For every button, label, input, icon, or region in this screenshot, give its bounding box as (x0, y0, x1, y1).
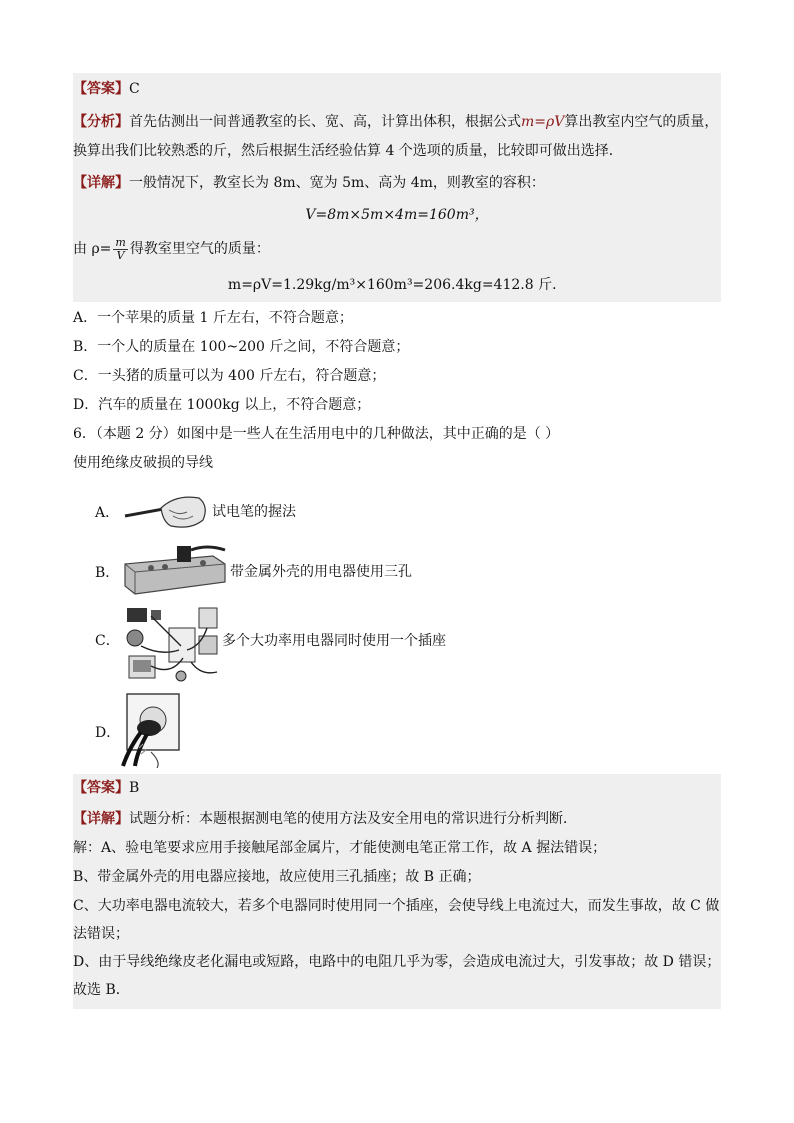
answer-value-2: B (129, 780, 140, 796)
choice-a-letter: A． (95, 505, 120, 521)
choice-b[interactable] (73, 542, 721, 604)
solution-block-2 (73, 774, 721, 1009)
choice-d[interactable] (73, 692, 721, 772)
detail-tag-2: 【详解】 (73, 811, 129, 827)
analysis-line-2: 换算出我们比较熟悉的斤，然后根据生活经验估算 4 个选项的质量，比较即可做出选择． (73, 143, 623, 159)
solution-line-5: 故选 B． (73, 982, 130, 998)
answer-tag: 【答案】 (73, 81, 129, 97)
mass-equation: m=ρV=1.29kg/m³×160m³=206.4kg=412.8 斤． (227, 277, 567, 293)
answer-tag-2: 【答案】 (73, 780, 129, 796)
solution-line-1: 解：A、验电笔要求应用手接触尾部金属片，才能使测电笔正常工作，故 A 握法错误； (73, 840, 607, 856)
solution-line-4: D、由于导线绝缘皮老化漏电或短路，电路中的电阻几乎为零，会造成电流过大，引发事故；故 D 错误； (73, 954, 721, 970)
power-strip-icon (121, 542, 229, 600)
choice-c-letter: C． (95, 633, 120, 649)
solution-line-2: B、带金属外壳的用电器应接地，故应使用三孔插座；故 B 正确； (73, 869, 481, 885)
volume-equation: V=8m×5m×4m=160m³， (305, 207, 489, 223)
analysis-formula: m=ρV (521, 114, 565, 130)
analysis-tag: 【分析】 (73, 114, 129, 130)
answer-line-2 (73, 774, 721, 803)
detail-text-2: 试题分析：本题根据测电笔的使用方法及安全用电的常识进行分析判断． (129, 811, 577, 827)
choice-a[interactable] (73, 484, 721, 542)
choice-c[interactable] (73, 604, 721, 692)
choice-c-caption: 多个大功率用电器同时使用一个插座 (222, 633, 446, 649)
detail-tag: 【详解】 (73, 175, 129, 191)
choice-b-caption: 带金属外壳的用电器使用三孔 (230, 564, 412, 580)
solution-line-3: C、大功率电器电流较大，若多个电器同时使用同一个插座，会使导线上电流过大，而发生事故，故 C 做法错误； (73, 898, 720, 942)
option-b-text: B．一个人的质量在 100~200 斤之间，不符合题意； (73, 339, 410, 355)
detail-line (73, 169, 721, 198)
rho-prefix: 由 ρ= (73, 241, 112, 257)
rho-suffix: 得教室里空气的质量： (129, 241, 270, 257)
question-6-subtitle: 使用绝缘皮破损的导线 (73, 455, 213, 471)
density-fraction (113, 237, 127, 262)
detail-line-2 (73, 805, 721, 834)
test-pen-hand-icon (121, 486, 211, 536)
option-a-text: A．一个苹果的质量 1 斤左右，不符合题意； (73, 310, 353, 326)
analysis-text-2: 算出教室内空气的质量， (564, 114, 719, 130)
solution-block-1 (73, 73, 721, 302)
answer-value: C (129, 81, 140, 97)
fraction-numerator: m (115, 235, 126, 249)
question-6-stem: 6．（本题 2 分）如图中是一些人在生活用电中的几种做法，其中正确的是（ ） (73, 426, 560, 442)
option-c-text: C．一头猪的质量可以为 400 斤左右，符合题意； (73, 368, 386, 384)
damaged-wire-socket-icon (121, 692, 183, 768)
choice-d-letter: D． (95, 725, 121, 741)
page-content (73, 73, 721, 1009)
option-d-text: D．汽车的质量在 1000kg 以上，不符合题意； (73, 397, 371, 413)
analysis-line-1 (73, 108, 721, 137)
choice-b-letter: B． (95, 565, 120, 581)
analysis-text-1: 首先估测出一间普通教室的长、宽、高，计算出体积，根据公式 (129, 114, 521, 130)
fraction-denominator: V (116, 248, 125, 262)
answer-line (73, 75, 721, 104)
choice-a-caption: 试电笔的握法 (212, 504, 296, 520)
detail-text: 一般情况下，教室长为 8m、宽为 5m、高为 4m，则教室的容积： (129, 175, 545, 191)
density-line (73, 230, 721, 268)
overloaded-socket-icon (121, 606, 223, 688)
